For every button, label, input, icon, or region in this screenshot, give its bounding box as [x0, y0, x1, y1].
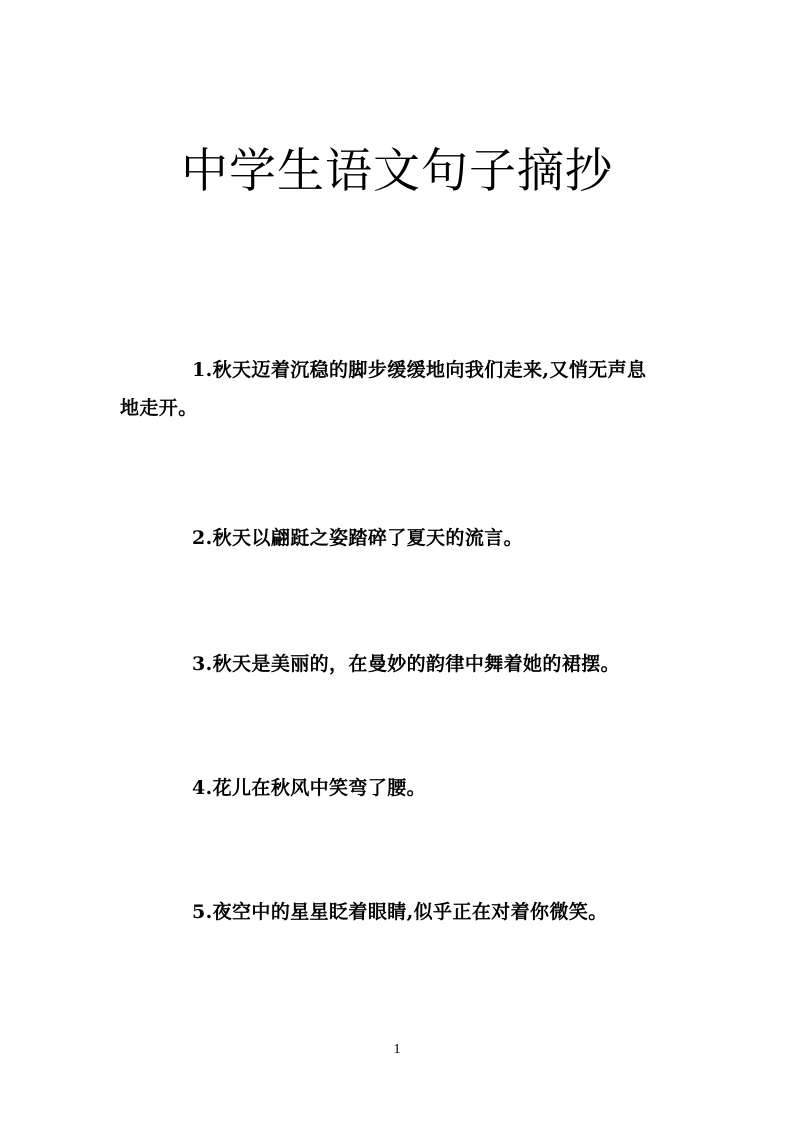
sentence-item-4: 4.花儿在秋风中笑弯了腰。: [192, 777, 427, 799]
sentence-item-5: 5.夜空中的星星眨着眼睛,似乎正在对着你微笑。: [192, 901, 608, 923]
page-number: 1: [393, 1042, 401, 1057]
sentence-item-2: 2.秋天以翩跹之姿踏碎了夏天的流言。: [192, 527, 524, 549]
sentence-item-3: 3.秋天是美丽的，在曼妙的韵律中舞着她的裙摆。: [192, 653, 621, 675]
document-title: 中学生语文句子摘抄: [181, 144, 613, 199]
sentence-item-1: 1.秋天迈着沉稳的脚步缓缓地向我们走来,又悄无声息地走开。: [120, 359, 647, 419]
